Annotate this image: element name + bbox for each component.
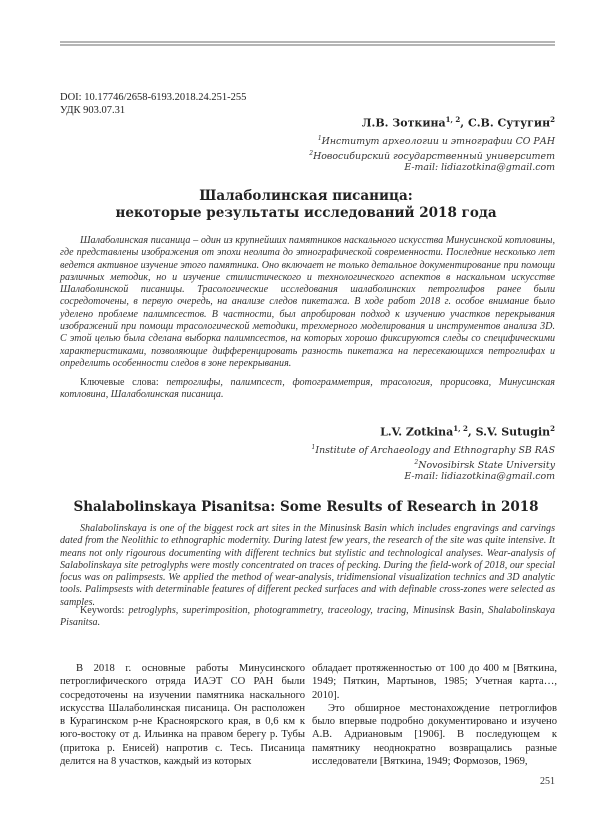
ru-keywords-list: петроглифы, палимпсест, фотограмметрия, трасология, прорисовка, Минусинская котловина, Шалаболинская писаница. bbox=[60, 377, 555, 401]
ru-keywords bbox=[60, 377, 555, 402]
affil-text: Институт археологии и этнографии СО РАН bbox=[321, 136, 555, 148]
body-paragraph: Это обширное местонахождение петроглифов было впервые подробно документировано и изучено А.В. Адриановым [1906]. В последующем к памятнику неоднократно возвращались разные исследователи [Вяткина, 1949; Формозов, 1969, bbox=[312, 702, 557, 768]
ru-abstract bbox=[60, 235, 555, 370]
ru-email[interactable]: E-mail: lidiazotkina@gmail.com bbox=[404, 162, 555, 174]
en-keywords bbox=[60, 605, 555, 630]
ru-affiliations bbox=[309, 133, 555, 174]
header-double-rule bbox=[60, 41, 555, 47]
body-right-column bbox=[312, 662, 557, 768]
affil-text: Institute of Archaeology and Ethnography SB RAS bbox=[315, 445, 555, 457]
doi: DOI: 10.17746/2658-6193.2018.24.251-255 bbox=[60, 92, 247, 103]
en-keywords-list: petroglyphs, superimposition, photogrammetry, traceology, tracing, Minusinsk Basin, Shalabolinskaya Pisanitsa. bbox=[60, 605, 555, 629]
en-abstract-text: Shalabolinskaya is one of the biggest rock art sites in the Minusinsk Basin which includes engravings and carvings dated from the Neolithic to ethnographic modernity. During latest few years, the research of the site was quite intensive. It means not only rigourous documenting with different technics but stylistic and technological analyses. Wear-analysis of Salabolinskaya site petroglyphs were mostly concentrated on traces of pecking. During the field-work of 2018, our special focus was on palimpsests. We applied the method of wear-analysis, tridimensional visualization technics and 3D analytic tools. Palimpsests with determinable features of different pecked surfaces and with definable cross-zones were selected as samples. bbox=[60, 523, 555, 608]
en-author-1: L.V. Zotkina bbox=[380, 425, 454, 439]
article-metadata bbox=[60, 92, 246, 117]
en-email[interactable]: E-mail: lidiazotkina@gmail.com bbox=[404, 471, 555, 483]
en-affiliation-1 bbox=[312, 442, 555, 457]
affil-marker: 2 bbox=[309, 149, 314, 157]
author-separator: , bbox=[460, 116, 468, 130]
body-paragraph: В 2018 г. основные работы Минусинского петроглифического отряда ИАЭТ СО РАН были сосредоточены на изучении памятника наскального искусства Шалаболинская писаница. Он расположен в Курагинском р-не Красноярского края, в 0,6 км к юго-востоку от д. Ильинка на правом берегу р. Тубы (притока р. Енисей) напротив с. Тесь. Писаница делится на 8 участков, каждый из которых bbox=[60, 663, 305, 768]
affil-text: Novosibirsk State University bbox=[418, 459, 555, 471]
en-authors bbox=[380, 424, 555, 439]
author-separator: , bbox=[467, 425, 476, 439]
en-title bbox=[56, 499, 556, 516]
ru-affiliation-2 bbox=[309, 148, 555, 163]
en-affiliation-2 bbox=[312, 457, 555, 472]
ru-author-2: С.В. Сутугин bbox=[467, 116, 551, 130]
en-author-1-affil: 1, 2 bbox=[453, 424, 468, 433]
affil-marker: 1 bbox=[311, 444, 316, 451]
ru-author-1-affil: 1, 2 bbox=[445, 115, 461, 124]
en-abstract bbox=[60, 523, 555, 609]
affil-marker: 1 bbox=[317, 135, 322, 142]
ru-affiliation-1 bbox=[309, 133, 555, 148]
en-author-2-affil: 2 bbox=[550, 424, 555, 433]
en-affiliations bbox=[312, 442, 555, 483]
en-author-2: S.V. Sutugin bbox=[475, 425, 551, 439]
ru-title bbox=[56, 188, 556, 222]
en-keywords-label: Keywords: bbox=[80, 605, 129, 616]
udc-code: УДК 903.07.31 bbox=[60, 104, 126, 116]
page-number: 251 bbox=[540, 776, 555, 787]
ru-author-1: Л.В. Зоткина bbox=[361, 116, 446, 130]
ru-title-line-1: Шалаболинская писаница: bbox=[199, 188, 413, 204]
body-left-column bbox=[60, 662, 305, 768]
affil-text: Новосибирский государственный университет bbox=[313, 150, 555, 162]
ru-abstract-text: Шалаболинская писаница – один из крупнейших памятников наскального искусства Минусинской котловины, где представлены изображения от эпохи неолита до этнографической современности. Последние несколько лет ведется активное изучение этого памятника. Оно включает не только детальное документирование при помощи различных методик, но и изучение стилистического и технологического аспектов в наскальном искусстве Шалаболинской писаницы. Трасологические исследования шалаболинских петроглифов ранее были сосредоточены, в первую очередь, на анализе следов пикетажа. В ходе работ 2018 г. особое внимание было уделено проблеме палимпсестов. В частности, был апробирован подход к изучению участков перекрывания изображений при помощи трасологической методики, трехмерного моделирования и инструментов анализа 3D. С этой целью была сделана выборка палимпсестов, на которых хорошо фиксируются следы со специфическими характеристиками, позволяющие дифференцировать разность пикетажа на пересекающихся петроглифах и определить особенности следов в зоне перекрывания. bbox=[60, 235, 555, 369]
ru-keywords-label: Ключевые слова: bbox=[80, 377, 167, 388]
affil-marker: 2 bbox=[414, 458, 419, 466]
ru-authors bbox=[362, 115, 555, 130]
ru-author-2-affil: 2 bbox=[550, 115, 555, 124]
ru-title-line-2: некоторые результаты исследований 2018 года bbox=[115, 205, 497, 221]
body-paragraph: обладает протяженностью от 100 до 400 м [Вяткина, 1949; Пяткин, Мартынов, 1985; Учетная карта…, 2010]. bbox=[312, 663, 557, 701]
en-title-text: Shalabolinskaya Pisanitsa: Some Results of Research in 2018 bbox=[73, 499, 539, 515]
